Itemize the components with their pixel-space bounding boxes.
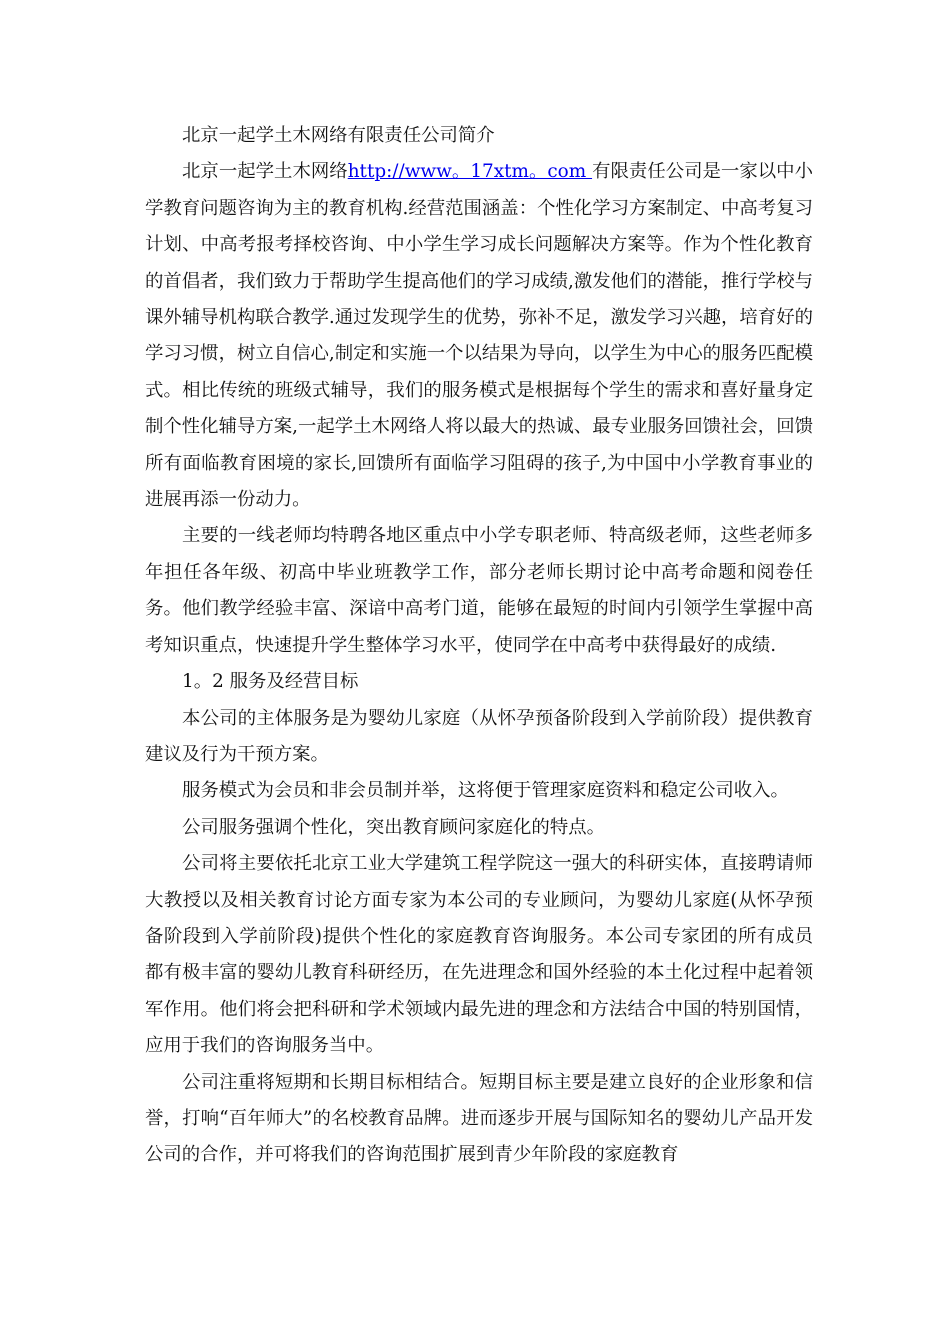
document-page [145, 118, 813, 1174]
intro-text-before-link: 北京一起学土木网络 [182, 161, 348, 183]
intro-text-after-link: 有限责任公司是一家以中小学教育问题咨询为主的教育机构.经营范围涵盖：个性化学习方案制定、中高考复习计划、中高考报考择校咨询、中小学生学习成长问题解决方案等。作为个性化教育的首倡者，我们致力于帮助学生提高他们的学习成绩,激发他们的潜能，推行学校与课外辅导机构联合教学.通过发现学生的优势，弥补不足，激发学习兴趣，培育好的学习习惯，树立自信心,制定和实施一个以结果为导向，以学生为中心的服务匹配模式。相比传统的班级式辅导，我们的服务模式是根据每个学生的需求和喜好量身定制个性化辅导方案,一起学土木网络人将以最大的热诚、最专业服务回馈社会，回馈所有面临教育困境的家长,回馈所有面临学习阻碍的孩子,为中国中小学教育事业的进展再添一份动力。 [145, 161, 813, 511]
company-website-link[interactable]: http://www。17xtm。com [347, 161, 593, 183]
section-heading: 1。2 服务及经营目标 [182, 671, 359, 693]
expert-support-paragraph: 公司将主要依托北京工业大学建筑工程学院这一强大的科研实体，直接聘请师大教授以及相关教育讨论方面专家为本公司的专业顾问，为婴幼儿家庭(从怀孕预备阶段到入学前阶段)提供个性化的家庭教育咨询服务。本公司专家团的所有成员都有极丰富的婴幼儿教育科研经历，在先进理念和国外经验的本土化过程中起着领军作用。他们将会把科研和学术领域内最先进的理念和方法结合中国的特别国情，应用于我们的咨询服务当中。 [145, 853, 813, 1057]
document-title: 北京一起学土木网络有限责任公司简介 [182, 125, 495, 146]
teachers-paragraph: 主要的一线老师均特聘各地区重点中小学专职老师、特高级老师，这些老师多年担任各年级、初高中毕业班教学工作，部分老师长期讨论中高考命题和阅卷任务。他们教学经验丰富、深谙中高考门道，能够在最短的时间内引领学生掌握中高考知识重点，快速提升学生整体学习水平，使同学在中高考中获得最好的成绩. [145, 525, 813, 656]
service-model-paragraph: 服务模式为会员和非会员制并举，这将便于管理家庭资料和稳定公司收入。 [182, 780, 789, 802]
goals-paragraph: 公司注重将短期和长期目标相结合。短期目标主要是建立良好的企业形象和信誉，打响“百年师大”的名校教育品牌。进而逐步开展与国际知名的婴幼儿产品开发公司的合作，并可将我们的咨询范围扩展到青少年阶段的家庭教育 [145, 1071, 813, 1166]
services-main-paragraph: 本公司的主体服务是为婴幼儿家庭（从怀孕预备阶段到入学前阶段）提供教育建议及行为干预方案。 [145, 707, 813, 765]
intro-paragraph [145, 154, 813, 518]
personalization-paragraph: 公司服务强调个性化，突出教育顾问家庭化的特点。 [182, 816, 605, 838]
